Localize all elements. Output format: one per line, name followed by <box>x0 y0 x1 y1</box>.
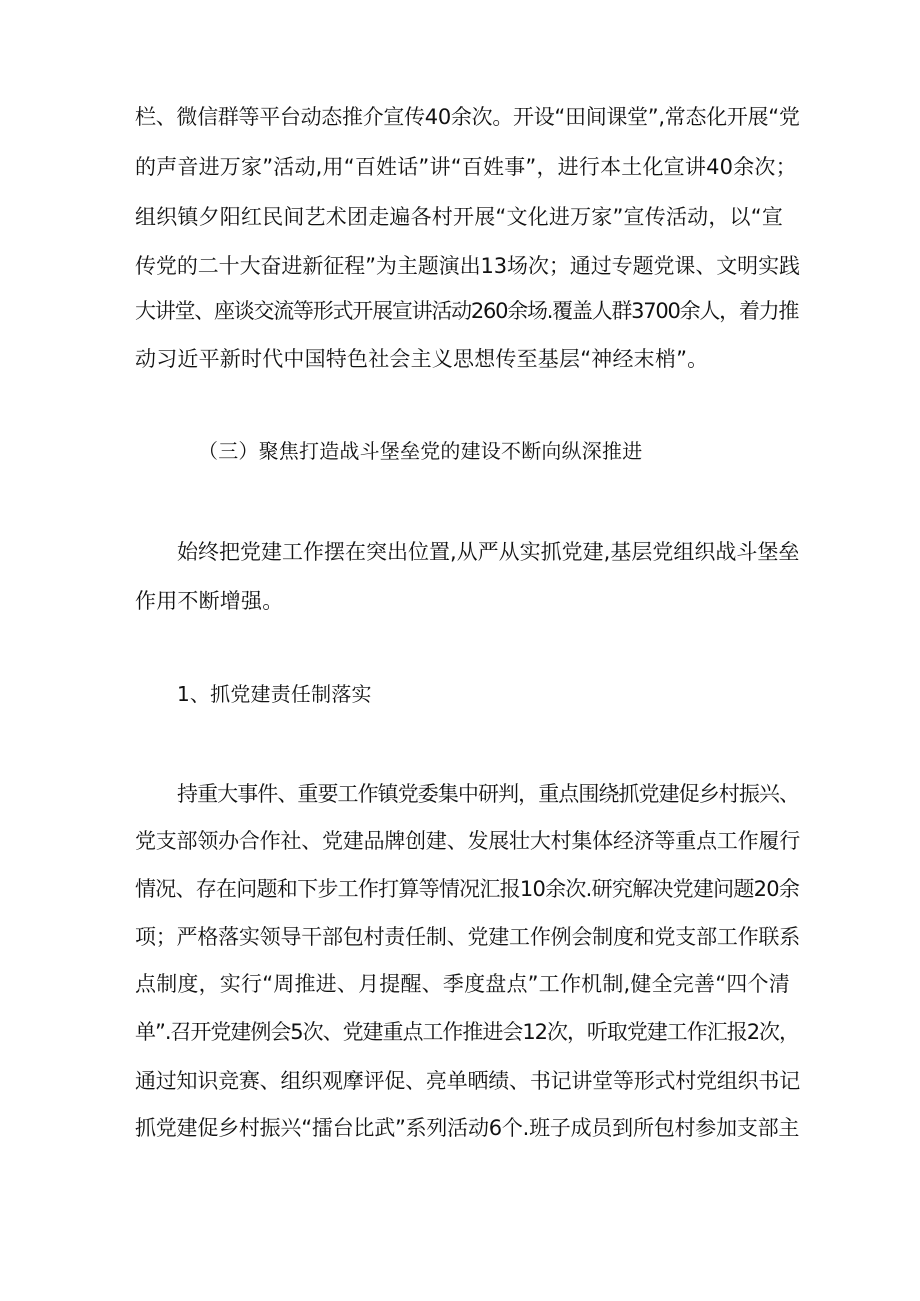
text-line: 的声音进万家”活动,用“百姓话”讲“百姓事”，进行本土化宣讲40余次； <box>135 155 797 179</box>
text-line: 大讲堂、座谈交流等形式开展宣讲活动260余场.覆盖人群3700余人，着力推 <box>135 299 799 323</box>
section-heading: （三）聚焦打造战斗堡垒党的建设不断向纵深推进 <box>198 439 643 463</box>
text-line: 栏、微信群等平台动态推介宣传40余次。开设“田间课堂”,常态化开展“党 <box>135 105 800 129</box>
text-line: 传党的二十大奋进新征程”为主题演出13场次；通过专题党课、文明实践 <box>135 254 800 278</box>
text-line: 单”.召开党建例会5次、党建重点工作推进会12次，听取党建工作汇报2次， <box>135 1020 799 1044</box>
text-line: 动习近平新时代中国特色社会主义思想传至基层“神经末梢”。 <box>135 347 709 371</box>
text-line: 情况、存在问题和下步工作打算等情况汇报10余次.研究解决党建问题20余 <box>135 877 800 901</box>
text-line: 项；严格落实领导干部包村责任制、党建工作例会制度和党支部工作联系 <box>135 925 800 949</box>
text-line: 党支部领办合作社、党建品牌创建、发展壮大村集体经济等重点工作履行 <box>135 829 800 853</box>
text-line: 始终把党建工作摆在突出位置,从严从实抓党建,基层党组织战斗堡垒 <box>177 540 800 564</box>
text-line: 通过知识竞赛、组织观摩评促、亮单晒绩、书记讲堂等形式村党组织书记 <box>135 1069 800 1093</box>
text-line: 持重大事件、重要工作镇党委集中研判，重点围绕抓党建促乡村振兴、 <box>177 782 800 806</box>
text-line: 作用不断增强。 <box>135 589 284 613</box>
text-line: 组织镇夕阳红民间艺术团走遍各村开展“文化进万家”宣传活动，以“宣 <box>135 205 784 229</box>
subsection-heading: 1、抓党建责任制落实 <box>177 682 372 706</box>
text-line: 抓党建促乡村振兴“擂台比武”系列活动6个.班子成员到所包村参加支部主 <box>135 1116 800 1140</box>
text-line: 点制度，实行“周推进、月提醒、季度盘点”工作机制,健全完善“四个清 <box>135 972 790 996</box>
